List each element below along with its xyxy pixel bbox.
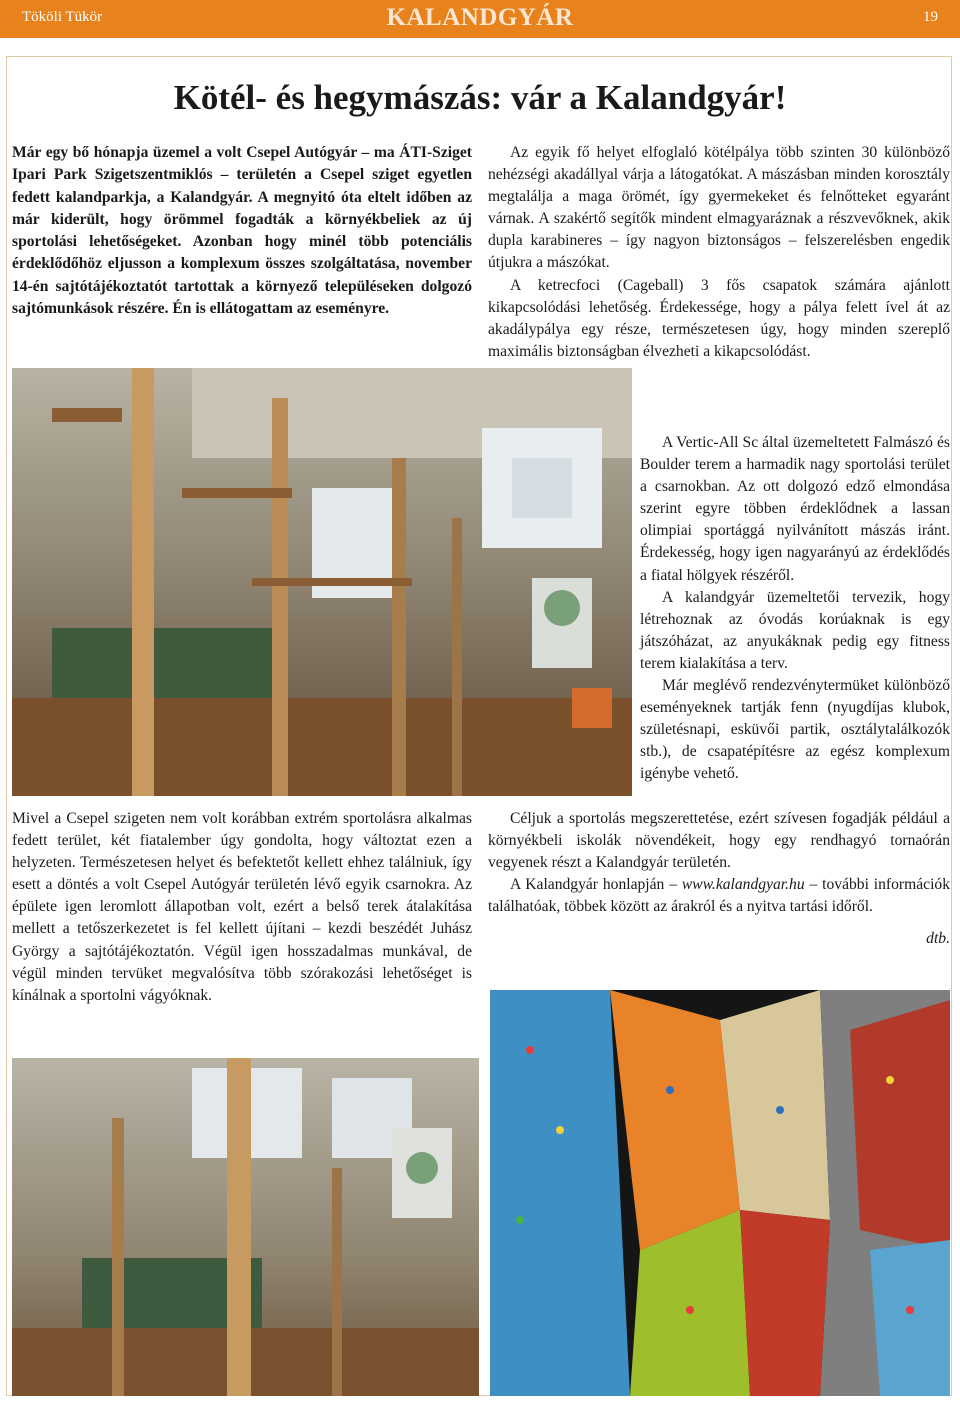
- publication-name: Tököli Tükör: [22, 9, 103, 25]
- article-title: Kötél- és hegymászás: vár a Kalandgyár!: [173, 78, 787, 117]
- website-text-before: A Kalandgyár honlapján –: [510, 876, 682, 894]
- paragraph-website: [488, 874, 950, 918]
- page-number: 19: [923, 9, 938, 25]
- website-text-after: – további információk találhatóak, többek között az árakról és a nyitva tartási időről.: [488, 876, 950, 916]
- section-title: KALANDGYÁR: [386, 4, 574, 31]
- website-link[interactable]: www.kalandgyar.hu: [681, 876, 805, 894]
- ropes-course-photo: [12, 368, 632, 796]
- paragraph-ropes-course: Az egyik fő helyet elfoglaló kötélpálya több szinten 30 különböző nehézségi akadállyal várja a látogatókat. A mászásban minden korosztály megtalálja a maga örömét, így gyermekeket és felnőtteket egyaránt várnak. A szakértő segítők mindent elmagyaráznak a részvevőknek, akik dupla karabineres – így nagyon biztonságos – felszerelésben engedik útjukra a mászókat.: [488, 144, 950, 272]
- article-lead: Már egy bő hónapja üzemel a volt Csepel Autógyár – ma ÁTI-Sziget Ipari Park Szigetszentmiklós – területén a Csepel sziget egyetlen fedett kalandparkja, a Kalandgyár. A megnyitó óta eltelt időben az már kiderült, hogy örömmel fogadták a környékbeliek az új sportolási lehetőségeket. Azonban hogy minél több potenciális érdeklődőhöz eljusson a komplexum összes szolgáltatása, november 14-én sajtótájékoztatót tartottak a környező településeken dolgozó sajtómunkások részére. Én is ellátogattam az eseményre.: [12, 144, 472, 318]
- paragraph-schools: Céljuk a sportolás megszerettetése, ezért szívesen fogadják például a környékbeli iskolák növendékeit, hogy egy rendhagyó tornaórán vegyenek részt a Kalandgyár területén.: [488, 810, 950, 872]
- author-signature: dtb.: [926, 930, 950, 948]
- article-body-right-bottom: [488, 808, 950, 951]
- paragraph-cageball: [488, 275, 950, 363]
- article-body-right-narrow: [640, 432, 950, 786]
- climbing-wall-photo: [490, 990, 950, 1396]
- paragraph-plans: A kalandgyár üzemeltetői tervezik, hogy létrehoznak az óvodás korúaknak is egy játszóházat, az anyukáknak pedig egy fitness terem kialakítása a terv.: [640, 588, 950, 672]
- paragraph-climbing-wall: A Vertic-All Sc által üzemeltetett Falmászó és Boulder terem a harmadik nagy sportolási terület a csarnokban. Az ott dolgozó edző elmondása szerint egyre többen érdeklődnek a lassan olimpiai sportággá nyilvánított mászás iránt. Érdekesség, hogy igen nagyarányú az érdeklődés a fiatal hölgyek részéről.: [640, 434, 950, 584]
- ropes-course-wide-photo: [12, 1058, 479, 1396]
- paragraph-events: Már meglévő rendezvénytermüket különböző eseményeknek tartják fenn (nyugdíjas klubok, születésnapi, esküvői partik, osztálytalálkozók stb.), de csapatépítésre az egész komplexum igénybe vehető.: [640, 677, 950, 783]
- paragraph-cageball-text: A ketrecfoci (Cageball) 3 fős csapatok számára ajánlott kikapcsolódási lehetőség. Érdekessége, hogy a pálya felett ível át az akadálypálya egy része, természetesen úgy, hogy minden szereplő maximális biztonságban élvezheti a kikapcsolódást.: [488, 276, 950, 360]
- article-body-left: Mivel a Csepel szigeten nem volt korábban extrém sportolásra alkalmas fedett terület, két fiatalember úgy gondolta, hogy változtat ezen a helyzeten. Természetesen helyet és befektetőt kellett ehhez találniuk, így esett a döntés a volt Csepel Autógyár területén lévő egyik csarnokra. Az épülete igen leromlott állapotban volt, ezért a belső terek átalakítása mellett a tetőszerkezetet is fel kellett újítani – kezdi beszédét Juhász György a sajtótájékoztatón. Végül igen hosszadalmas munkával, de végül minden tervüket megvalósítva több szórakozási lehetőséget is kínálnak a sportolni vágyóknak.: [12, 810, 472, 1004]
- page-header: [0, 0, 960, 38]
- article-body-right-top: [488, 142, 950, 363]
